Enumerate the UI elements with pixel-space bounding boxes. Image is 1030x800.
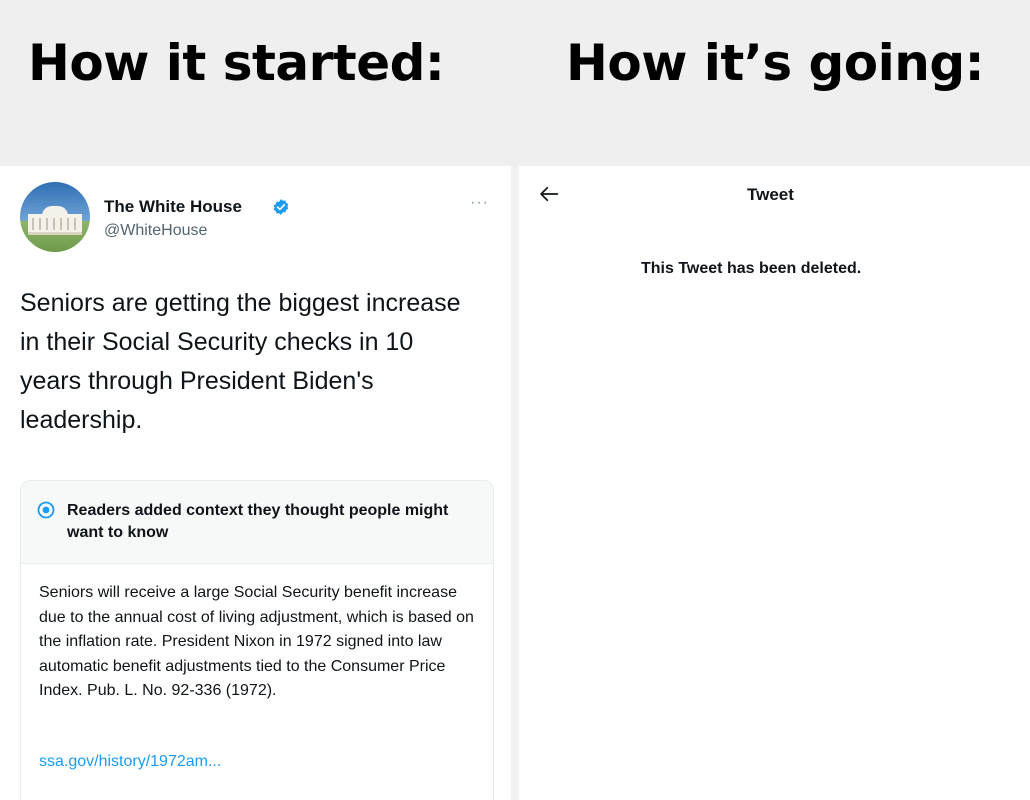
back-arrow-icon[interactable] bbox=[539, 185, 559, 203]
panel-divider bbox=[511, 166, 519, 800]
white-house-columns bbox=[32, 218, 78, 230]
meme-banner bbox=[0, 0, 1030, 166]
right-heading: How it’s going: bbox=[566, 34, 985, 92]
community-notes-icon bbox=[37, 501, 55, 519]
deleted-tweet-message: This Tweet has been deleted. bbox=[641, 260, 862, 277]
original-tweet-panel bbox=[0, 166, 511, 800]
community-note-body: Seniors will receive a large Social Security benefit increase due to the annual cost of living adjustment, which is based on the inflation rate. President Nixon in 1972 signed into law automatic benefit adjustments tied to the Consumer Price Index. Pub. L. No. 92-336 (1972). bbox=[39, 584, 474, 700]
verified-badge-icon bbox=[272, 198, 290, 216]
left-heading: How it started: bbox=[28, 34, 445, 92]
community-note-header bbox=[21, 481, 493, 564]
deleted-tweet-panel bbox=[519, 166, 1030, 800]
author-handle[interactable]: @WhiteHouse bbox=[104, 222, 208, 239]
community-note-card bbox=[20, 480, 494, 800]
community-note-title: Readers added context they thought people might want to know bbox=[67, 502, 449, 541]
tweet-text: Seniors are getting the biggest increase in their Social Security checks in 10 years through President Biden's leadership. bbox=[20, 289, 461, 434]
page-title: Tweet bbox=[747, 185, 794, 204]
author-name[interactable]: The White House bbox=[104, 197, 242, 216]
more-options-icon[interactable]: ··· bbox=[470, 194, 489, 211]
community-note-link[interactable]: ssa.gov/history/1972am... bbox=[39, 753, 222, 770]
avatar[interactable] bbox=[20, 182, 90, 252]
